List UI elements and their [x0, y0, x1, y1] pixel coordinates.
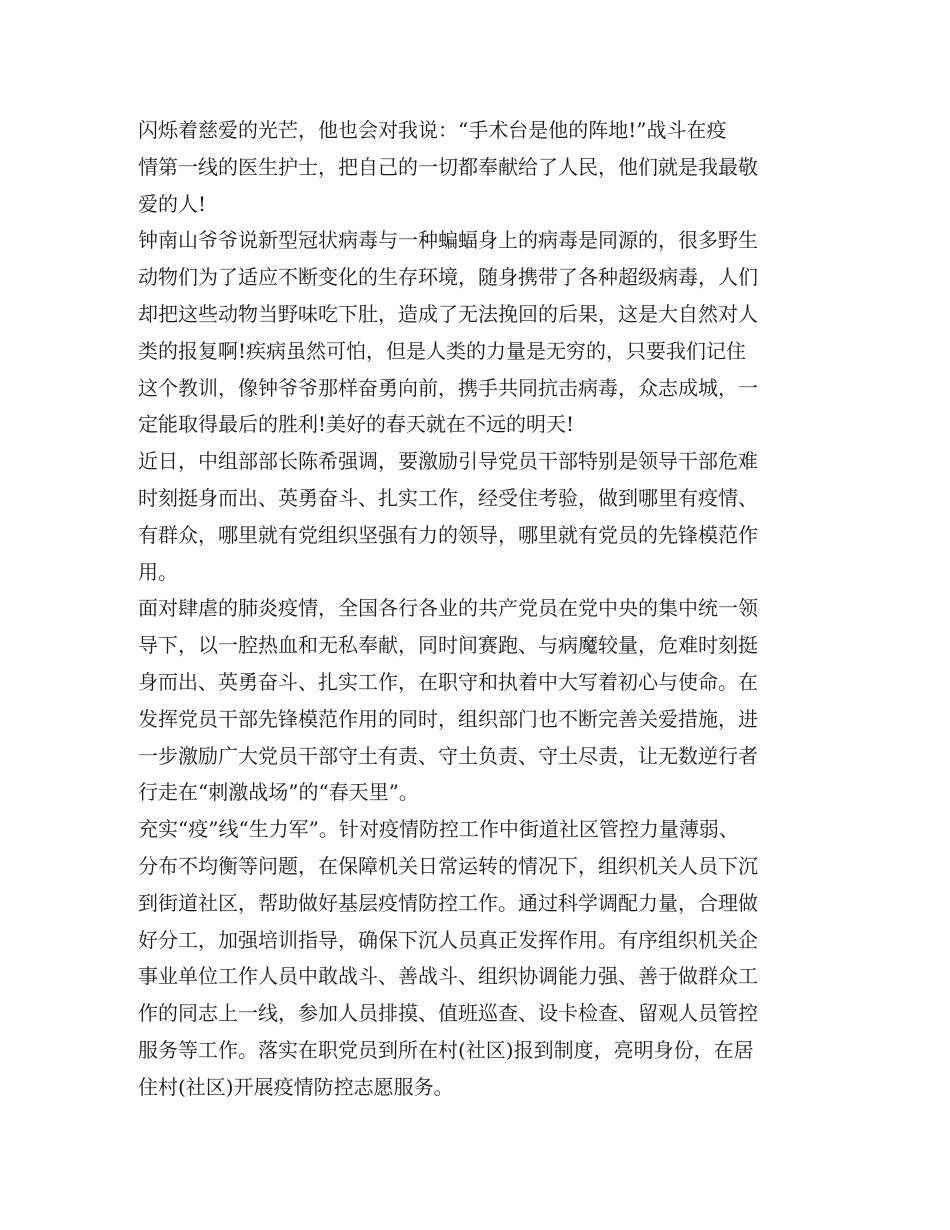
text-line: 作的同志上一线，参加人员排摸、值班巡查、设卡检查、留观人员管控	[138, 1001, 758, 1026]
text-line: 充实“疫”线“生力军”。针对疫情防控工作中街道社区管控力量薄弱、	[138, 817, 739, 842]
text-line: 这个教训，像钟爷爷那样奋勇向前，携手共同抗击病毒，众志成城，一	[138, 375, 758, 400]
paragraph-medical-workers	[138, 112, 828, 222]
text-line: 却把这些动物当野味吃下肚，造成了无法挽回的后果，这是大自然对人	[138, 301, 758, 326]
text-line: 好分工，加强培训指导，确保下沉人员真正发挥作用。有序组织机关企	[138, 927, 758, 952]
text-line: 身而出、英勇奋斗、扎实工作，在职守和执着中大写着初心与使命。在	[138, 669, 758, 694]
text-line: 闪烁着慈爱的光芒，他也会对我说：“手术台是他的阵地!”战斗在疫	[138, 118, 727, 142]
document-body	[138, 112, 828, 1106]
text-line: 行走在“刺激战场”的“春天里”。	[138, 780, 419, 805]
text-line: 动物们为了适应不断变化的生存环境，随身携带了各种超级病毒，人们	[138, 265, 758, 290]
text-line: 用。	[138, 559, 178, 584]
text-line: 爱的人!	[138, 191, 207, 216]
text-line: 情第一线的医生护士，把自己的一切都奉献给了人民，他们就是我最敬	[138, 154, 758, 179]
paragraph-chen-xi	[138, 443, 828, 590]
text-line: 发挥党员干部先锋模范作用的同时，组织部门也不断完善关爱措施，进	[138, 706, 758, 731]
text-line: 时刻挺身而出、英勇奋斗、扎实工作，经受住考验，做到哪里有疫情、	[138, 485, 758, 510]
text-line: 一步激励广大党员干部守土有责、守土负责、守土尽责，让无数逆行者	[138, 743, 758, 768]
paragraph-party-members	[138, 590, 828, 811]
text-line: 定能取得最后的胜利!美好的春天就在不远的明天!	[138, 412, 575, 437]
text-line: 导下，以一腔热血和无私奉献，同时间赛跑、与病魔较量，危难时刻挺	[138, 633, 758, 658]
text-line: 分布不均衡等问题，在保障机关日常运转的情况下，组织机关人员下沉	[138, 853, 758, 878]
text-line: 住村(社区)开展疫情防控志愿服务。	[138, 1074, 454, 1099]
paragraph-zhong-nanshan	[138, 222, 828, 443]
text-line: 有群众，哪里就有党组织坚强有力的领导，哪里就有党员的先锋模范作	[138, 522, 758, 547]
text-line: 到街道社区，帮助做好基层疫情防控工作。通过科学调配力量，合理做	[138, 890, 758, 915]
text-line: 面对肆虐的肺炎疫情，全国各行各业的共产党员在党中央的集中统一领	[138, 596, 758, 621]
text-line: 近日，中组部部长陈希强调，要激励引导党员干部特别是领导干部危难	[138, 449, 758, 474]
text-line: 钟南山爷爷说新型冠状病毒与一种蝙蝠身上的病毒是同源的，很多野生	[138, 228, 758, 253]
text-line: 类的报复啊!疾病虽然可怕，但是人类的力量是无穷的，只要我们记住	[138, 338, 747, 363]
text-line: 事业单位工作人员中敢战斗、善战斗、组织协调能力强、善于做群众工	[138, 964, 758, 989]
paragraph-frontline-force	[138, 811, 828, 1105]
text-line: 服务等工作。落实在职党员到所在村(社区)报到制度，亮明身份，在居	[138, 1037, 754, 1062]
